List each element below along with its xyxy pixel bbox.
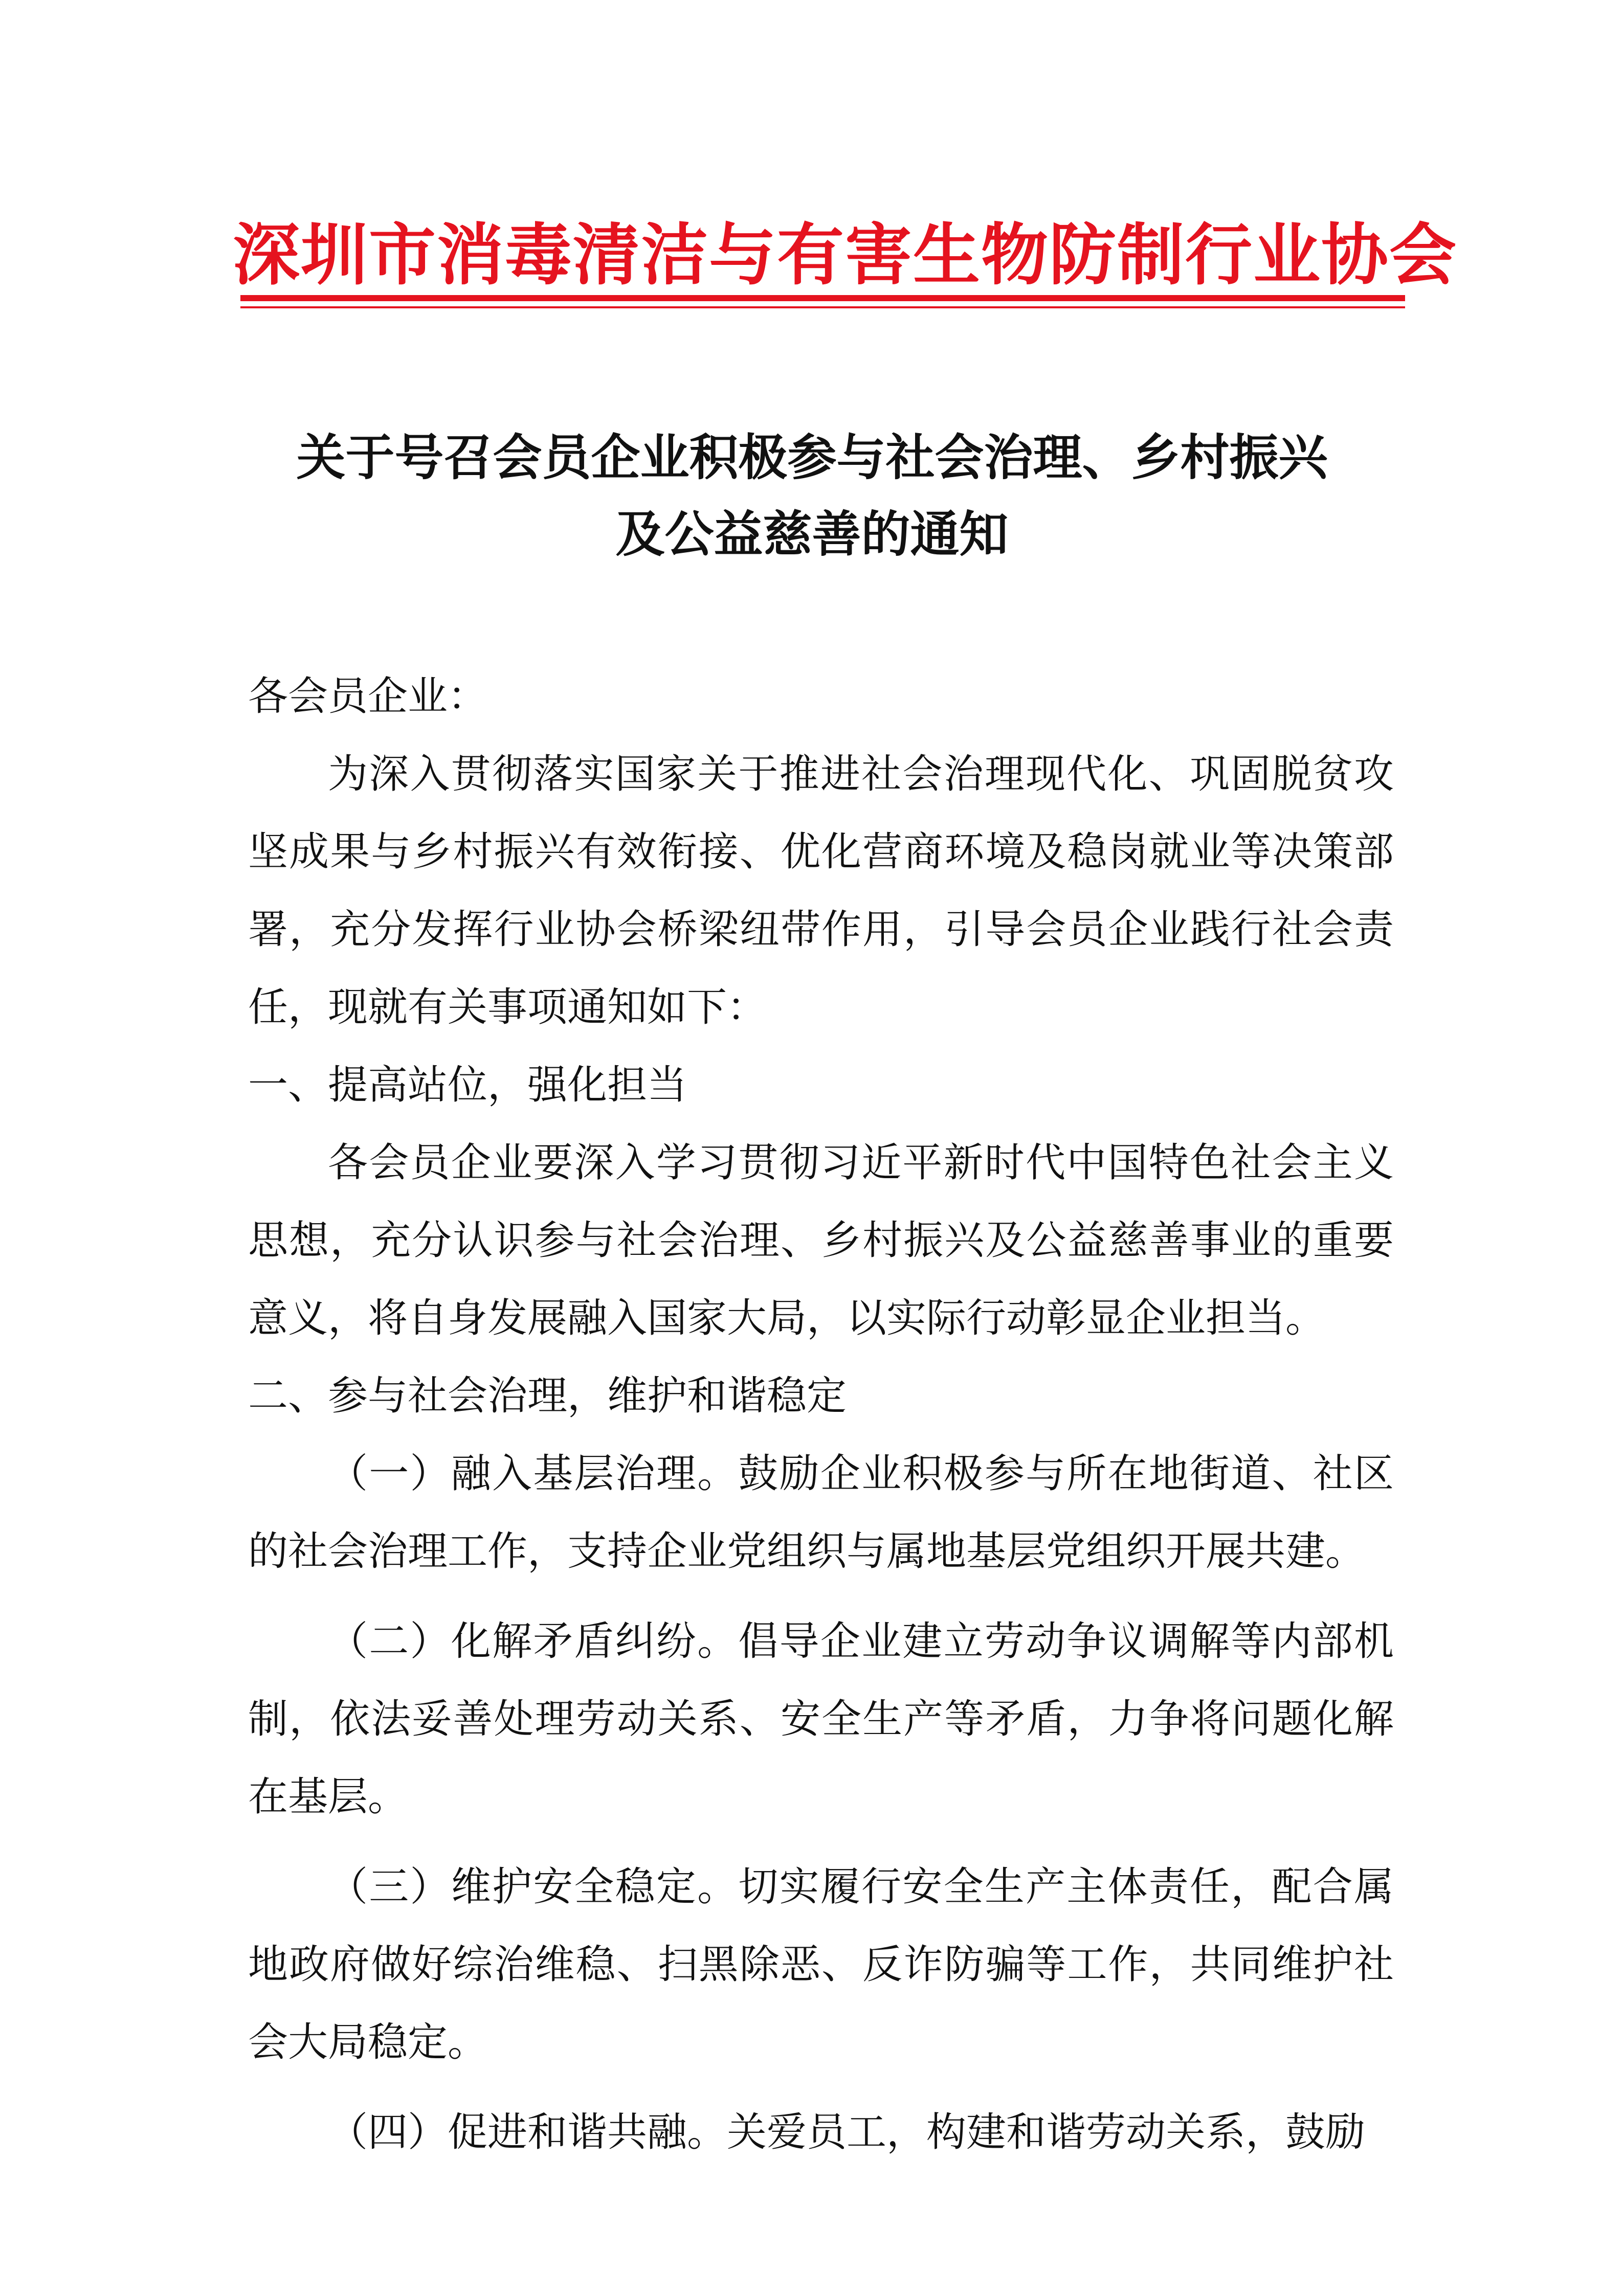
salutation: 各会员企业： bbox=[248, 673, 488, 719]
notice-title-line-2: 及公益慈善的通知 bbox=[615, 505, 1009, 563]
intro-paragraph: 为深入贯彻落实国家关于推进社会治理现代化、巩固脱贫攻坚成果与乡村振兴有效衔接、优化营商环境及稳岗就业等决策部署，充分发挥行业协会桥梁纽带作用，引导会员企业践行社会责任，现就有关事项通知如下： bbox=[248, 751, 1394, 1030]
item-3-paragraph: （三）维护安全稳定。切实履行安全生产主体责任，配合属地政府做好综治维稳、扫黑除恶、反诈防骗等工作，共同维护社会大局稳定。 bbox=[248, 1864, 1394, 2065]
item-4-paragraph: （四）促进和谐共融。关爱员工，构建和谐劳动关系，鼓励 bbox=[328, 2109, 1366, 2155]
item-2-paragraph: （二）化解矛盾纠纷。倡导企业建立劳动争议调解等内部机制，依法妥善处理劳动关系、安全生产等矛盾，力争将问题化解在基层。 bbox=[248, 1618, 1394, 1820]
section-1-paragraph: 各会员企业要深入学习贯彻习近平新时代中国特色社会主义思想，充分认识参与社会治理、乡村振兴及公益慈善事业的重要意义，将自身发展融入国家大局，以实际行动彰显企业担当。 bbox=[248, 1140, 1394, 1341]
section-2-heading: 二、参与社会治理，维护和谐稳定 bbox=[248, 1373, 847, 1419]
item-1-paragraph: （一）融入基层治理。鼓励企业积极参与所在地街道、社区的社会治理工作，支持企业党组织与属地基层党组织开展共建。 bbox=[248, 1451, 1394, 1574]
notice-title-line-1: 关于号召会员企业积极参与社会治理、乡村振兴 bbox=[296, 429, 1328, 486]
notice-body bbox=[248, 658, 1394, 2171]
letterhead-organization-name: 深圳市消毒清洁与有害生物防制行业协会 bbox=[233, 215, 1458, 294]
section-1-heading: 一、提高站位，强化担当 bbox=[248, 1062, 687, 1108]
letterhead-red-rule-thick bbox=[240, 295, 1405, 301]
letterhead-red-rule-thin bbox=[240, 306, 1405, 308]
